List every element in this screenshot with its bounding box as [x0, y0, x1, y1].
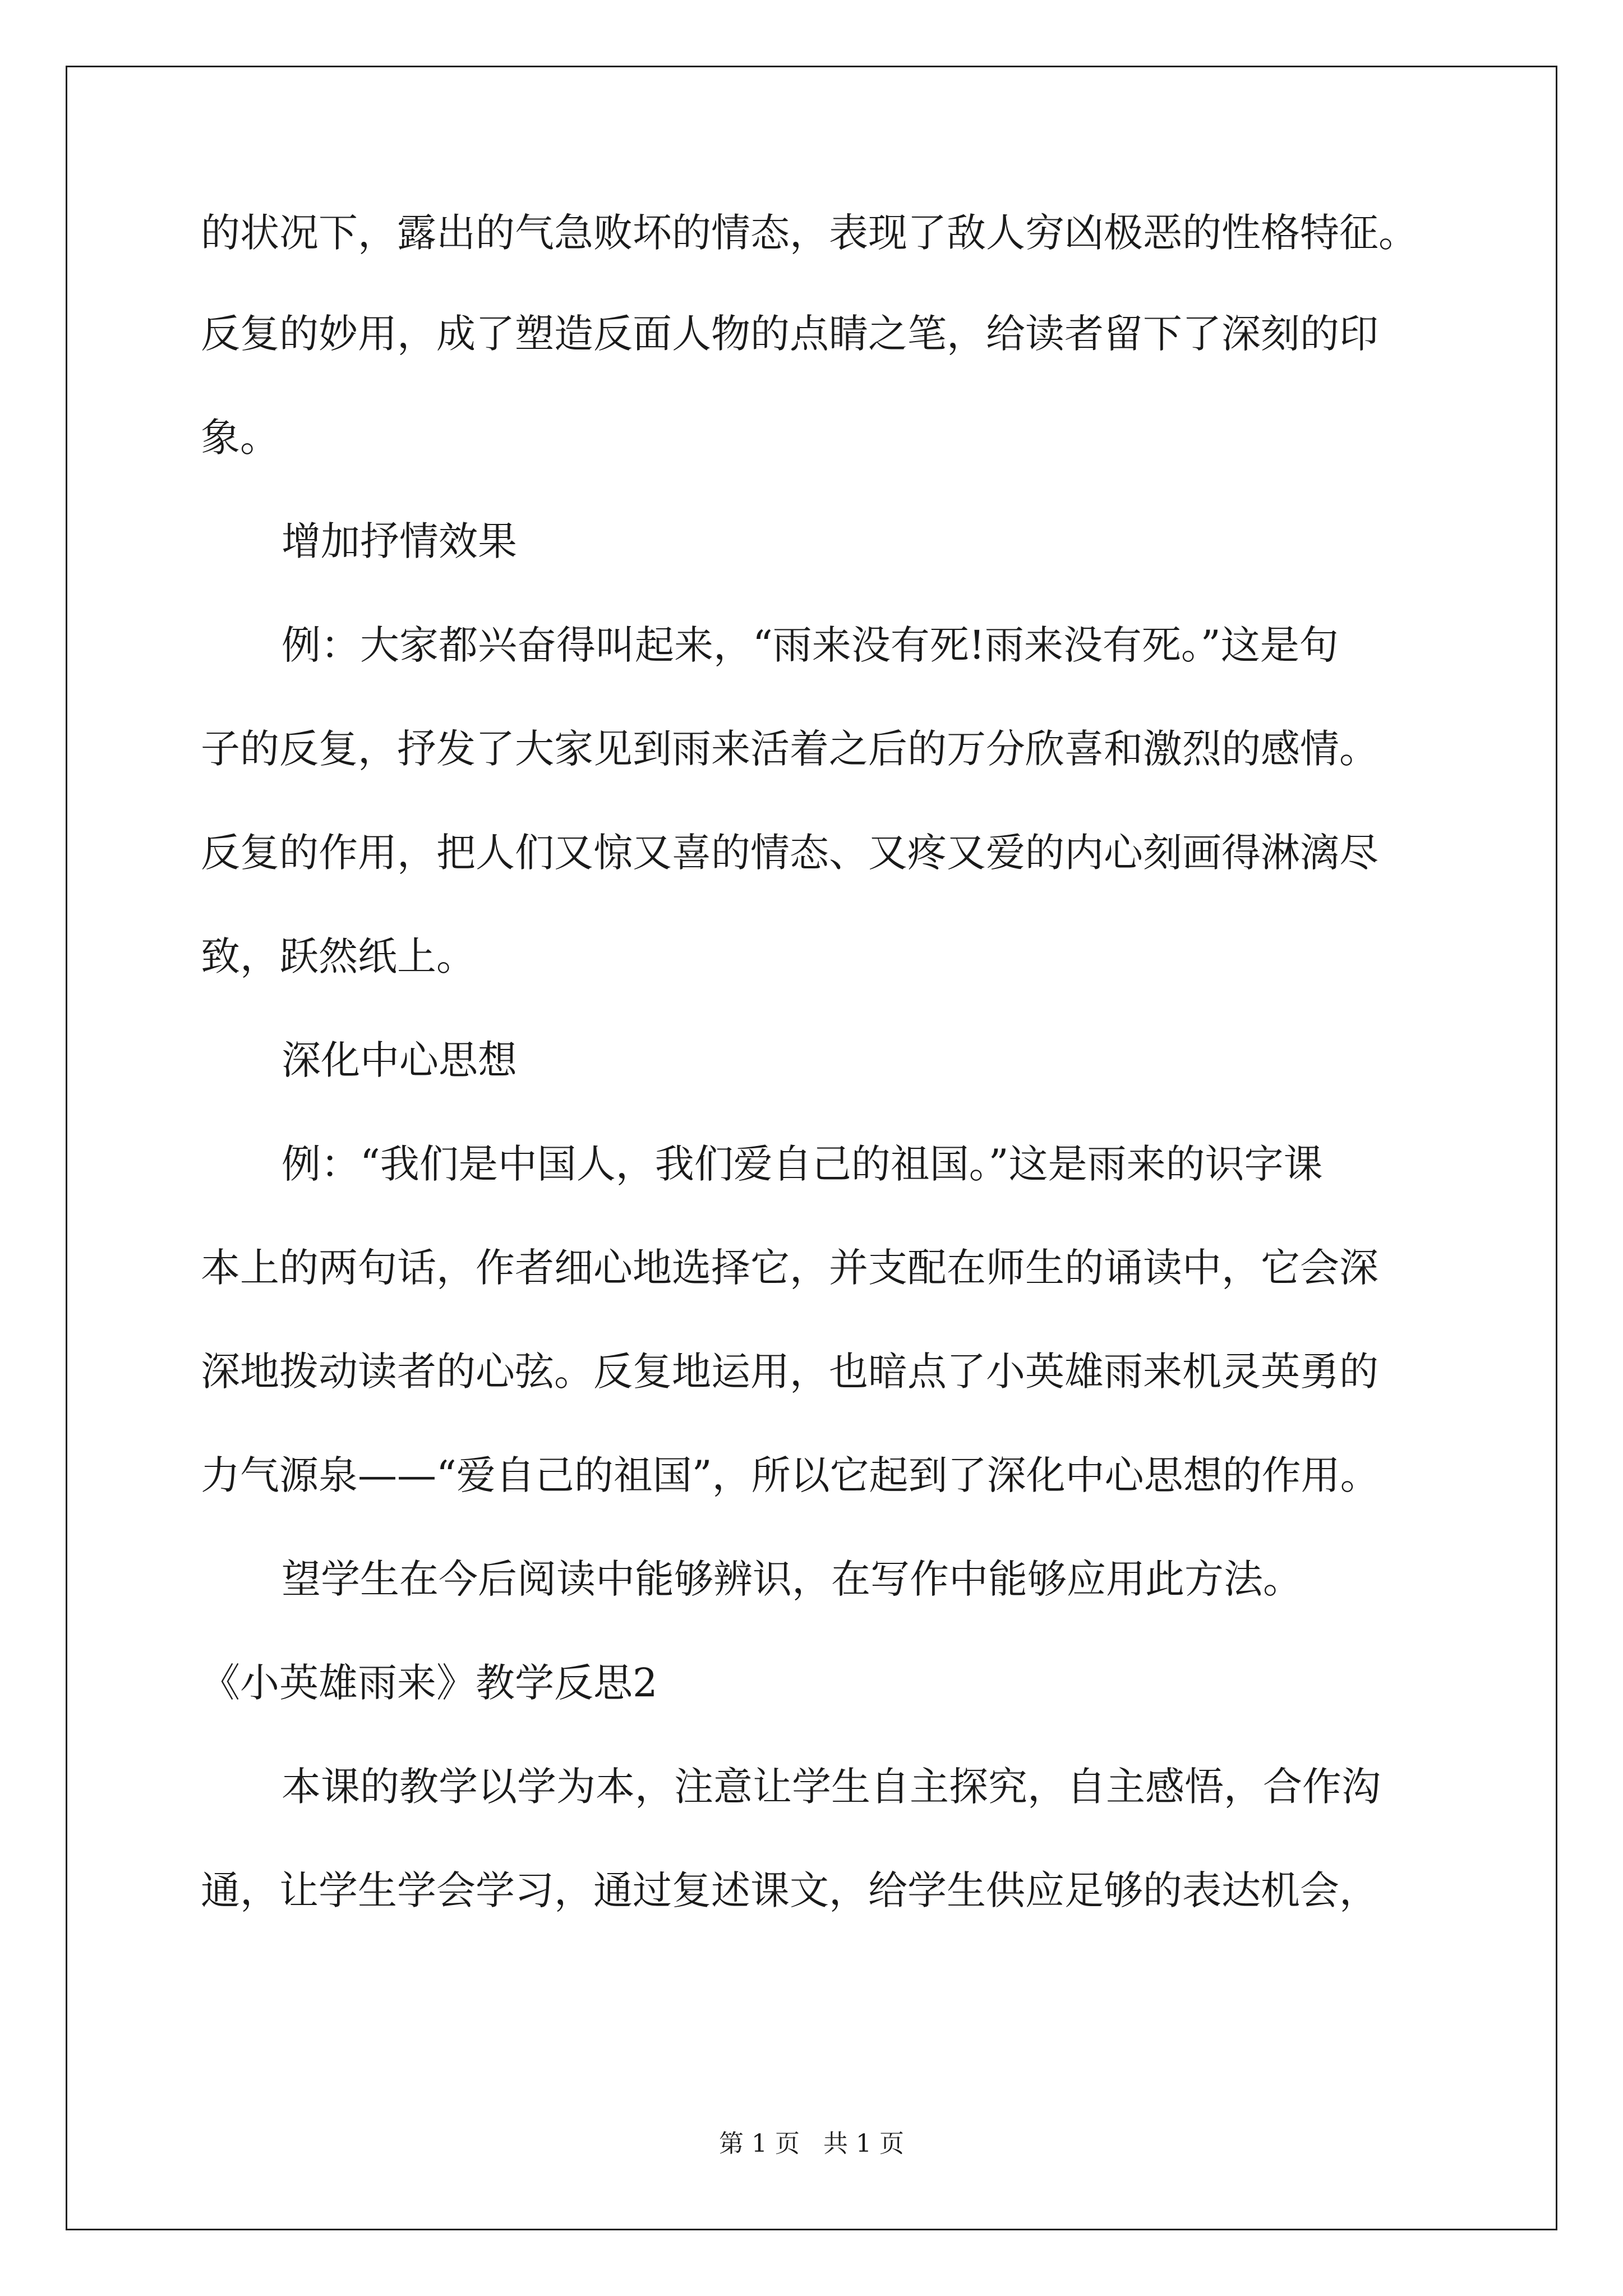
text-line: 本课的教学以学为本，注意让学生自主探究，自主感悟，合作沟 [282, 1764, 1381, 1810]
article-title: 《小英雄雨来》教学反思2 [201, 1660, 658, 1706]
text-line: 本上的两句话，作者细心地选择它，并支配在师生的诵读中，它会深 [201, 1245, 1378, 1291]
page-footer: 第 1 页 共 1 页 [719, 2129, 904, 2158]
text-line: 的状况下，露出的气急败坏的情态，表现了敌人穷凶极恶的性格特征。 [201, 210, 1418, 256]
text-line: 望学生在今后阅读中能够辨识，在写作中能够应用此方法。 [282, 1556, 1302, 1602]
text-line: 深地拨动读者的心弦。反复地运用，也暗点了小英雄雨来机灵英勇的 [201, 1349, 1378, 1395]
text-line: 象。 [201, 415, 279, 461]
text-line: 例：大家都兴奋得叫起来，“雨来没有死!雨来没有死。”这是句 [282, 622, 1339, 668]
text-line: 反复的妙用，成了塑造反面人物的点睛之笔，给读者留下了深刻的印 [201, 311, 1378, 357]
text-line: 力气源泉——“爱自己的祖国”，所以它起到了深化中心思想的作用。 [201, 1452, 1380, 1498]
text-line: 通，让学生学会学习，通过复述课文，给学生供应足够的表达机会， [201, 1867, 1378, 1913]
section-heading: 增加抒情效果 [282, 518, 517, 564]
text-line: 致，跃然纸上。 [201, 933, 476, 979]
text-line: 子的反复，抒发了大家见到雨来活着之后的万分欣喜和激烈的感情。 [201, 726, 1378, 772]
section-heading: 深化中心思想 [282, 1037, 517, 1083]
text-line: 例：“我们是中国人，我们爱自己的祖国。”这是雨来的识字课 [282, 1141, 1323, 1187]
text-line: 反复的作用，把人们又惊又喜的情态、又疼又爱的内心刻画得淋漓尽 [201, 830, 1378, 876]
